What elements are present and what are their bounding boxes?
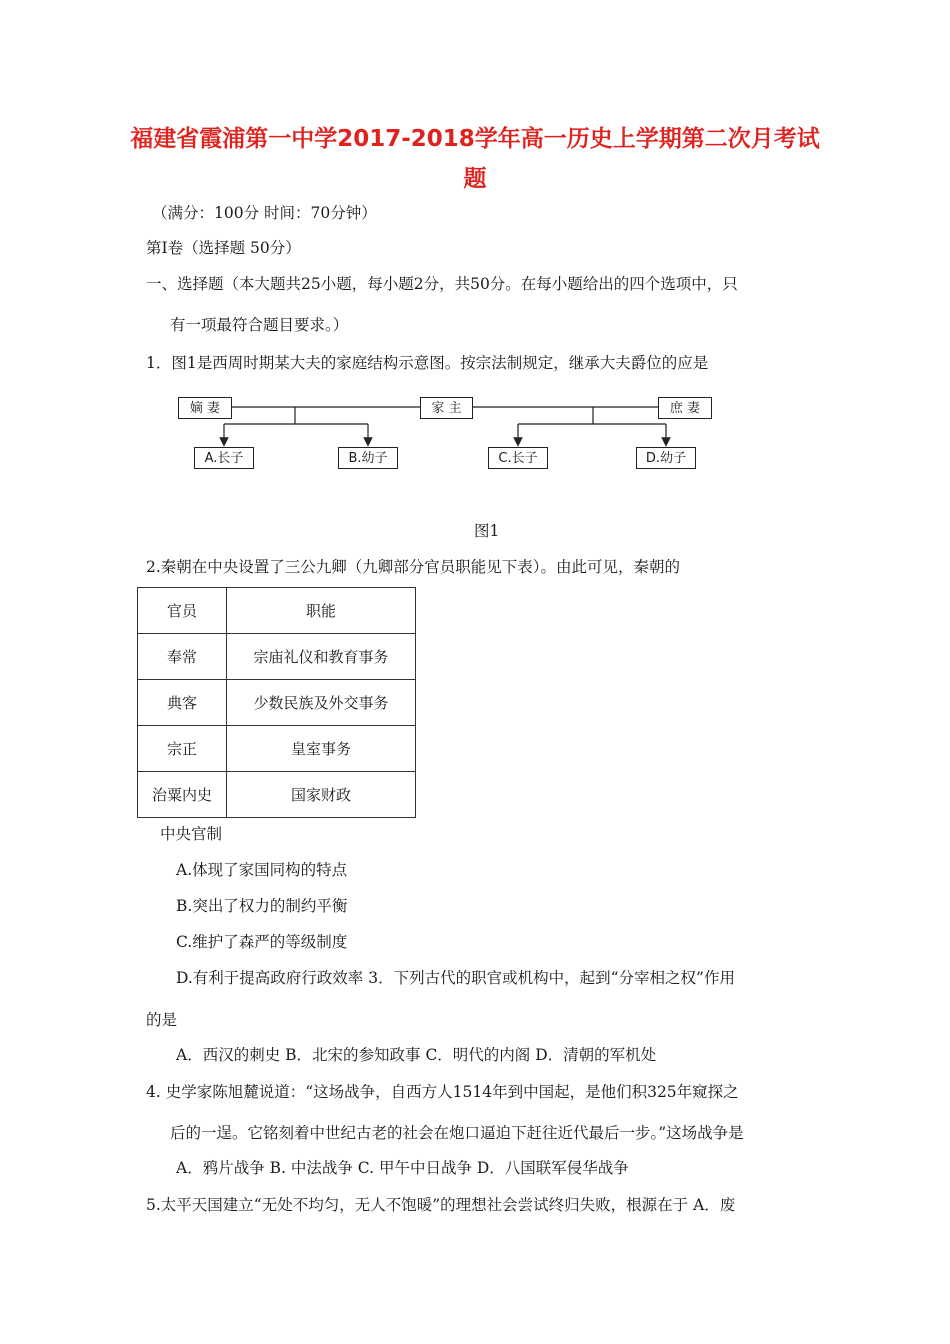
question-4-stem-line2: 后的一逞。它铭刻着中世纪古老的社会在炮口逼迫下赶往近代最后一步。”这场战争是: [170, 1124, 744, 1142]
question-3-options: A．西汉的刺史 B．北宋的参知政事 C．明代的内阁 D．清朝的军机处: [176, 1046, 657, 1064]
box-option-c: C.长子: [488, 447, 548, 469]
table-cell: 宗庙礼仪和教育事务: [227, 634, 416, 680]
figure-caption: 图1: [474, 522, 500, 540]
box-concubine: 庶 妻: [658, 397, 712, 419]
question-1-stem: 1．图1是西周时期某大夫的家庭结构示意图。按宗法制规定，继承大夫爵位的应是: [146, 354, 709, 372]
question-5-stem: 5.太平天国建立“无处不均匀，无人不饱暖”的理想社会尝试终归失败，根源在于 A．废: [146, 1196, 736, 1214]
table-row: [138, 772, 416, 818]
box-option-d: D.幼子: [636, 447, 696, 469]
box-family-head: 家 主: [420, 397, 473, 419]
table-row: [138, 680, 416, 726]
table-row: [138, 634, 416, 680]
question-2-option-d-question-3: D.有利于提高政府行政效率 3．下列古代的职官或机构中，起到“分宰相之权”作用: [176, 969, 735, 987]
table-cell: 宗正: [138, 726, 227, 772]
exam-title-line1: 福建省霞浦第一中学2017-2018学年高一历史上学期第二次月考试: [130, 126, 820, 152]
table-cell: 国家财政: [227, 772, 416, 818]
exam-title-line2: 题: [463, 166, 487, 192]
table-cell: 少数民族及外交事务: [227, 680, 416, 726]
box-option-b: B.幼子: [338, 447, 398, 469]
question-2-option-c: C.维护了森严的等级制度: [176, 933, 348, 951]
instructions-line2: 有一项最符合题目要求。）: [170, 316, 349, 334]
question-2-continuation: 中央官制: [160, 825, 223, 843]
officials-duties-table: [137, 587, 416, 818]
table-row: [138, 726, 416, 772]
question-2-option-b: B.突出了权力的制约平衡: [176, 897, 348, 915]
box-option-a: A.长子: [194, 447, 254, 469]
table-header-cell: 官员: [138, 588, 227, 634]
table-cell: 皇室事务: [227, 726, 416, 772]
box-principal-wife: 嫡 妻: [178, 397, 232, 419]
table-cell: 奉常: [138, 634, 227, 680]
score-time-info: （满分：100分 时间：70分钟）: [152, 204, 377, 222]
question-2-option-a: A.体现了家国同构的特点: [176, 861, 348, 879]
table-header-cell: 职能: [227, 588, 416, 634]
instructions-line1: 一、选择题（本大题共25小题，每小题2分，共50分。在每小题给出的四个选项中，只: [146, 275, 738, 293]
question-3-tail: 的是: [146, 1011, 178, 1029]
table-cell: 典客: [138, 680, 227, 726]
question-2-stem: 2.秦朝在中央设置了三公九卿（九卿部分官员职能见下表）。由此可见，秦朝的: [146, 558, 681, 576]
question-4-options: A．鸦片战争 B. 中法战争 C. 甲午中日战争 D．八国联军侵华战争: [176, 1159, 629, 1177]
table-cell: 治粟内史: [138, 772, 227, 818]
section-heading: 第Ⅰ卷（选择题 50分）: [146, 239, 301, 257]
table-header-row: [138, 588, 416, 634]
question-4-stem-line1: 4. 史学家陈旭麓说道：“这场战争，自西方人1514年到中国起，是他们积325年窥探之: [146, 1083, 739, 1101]
